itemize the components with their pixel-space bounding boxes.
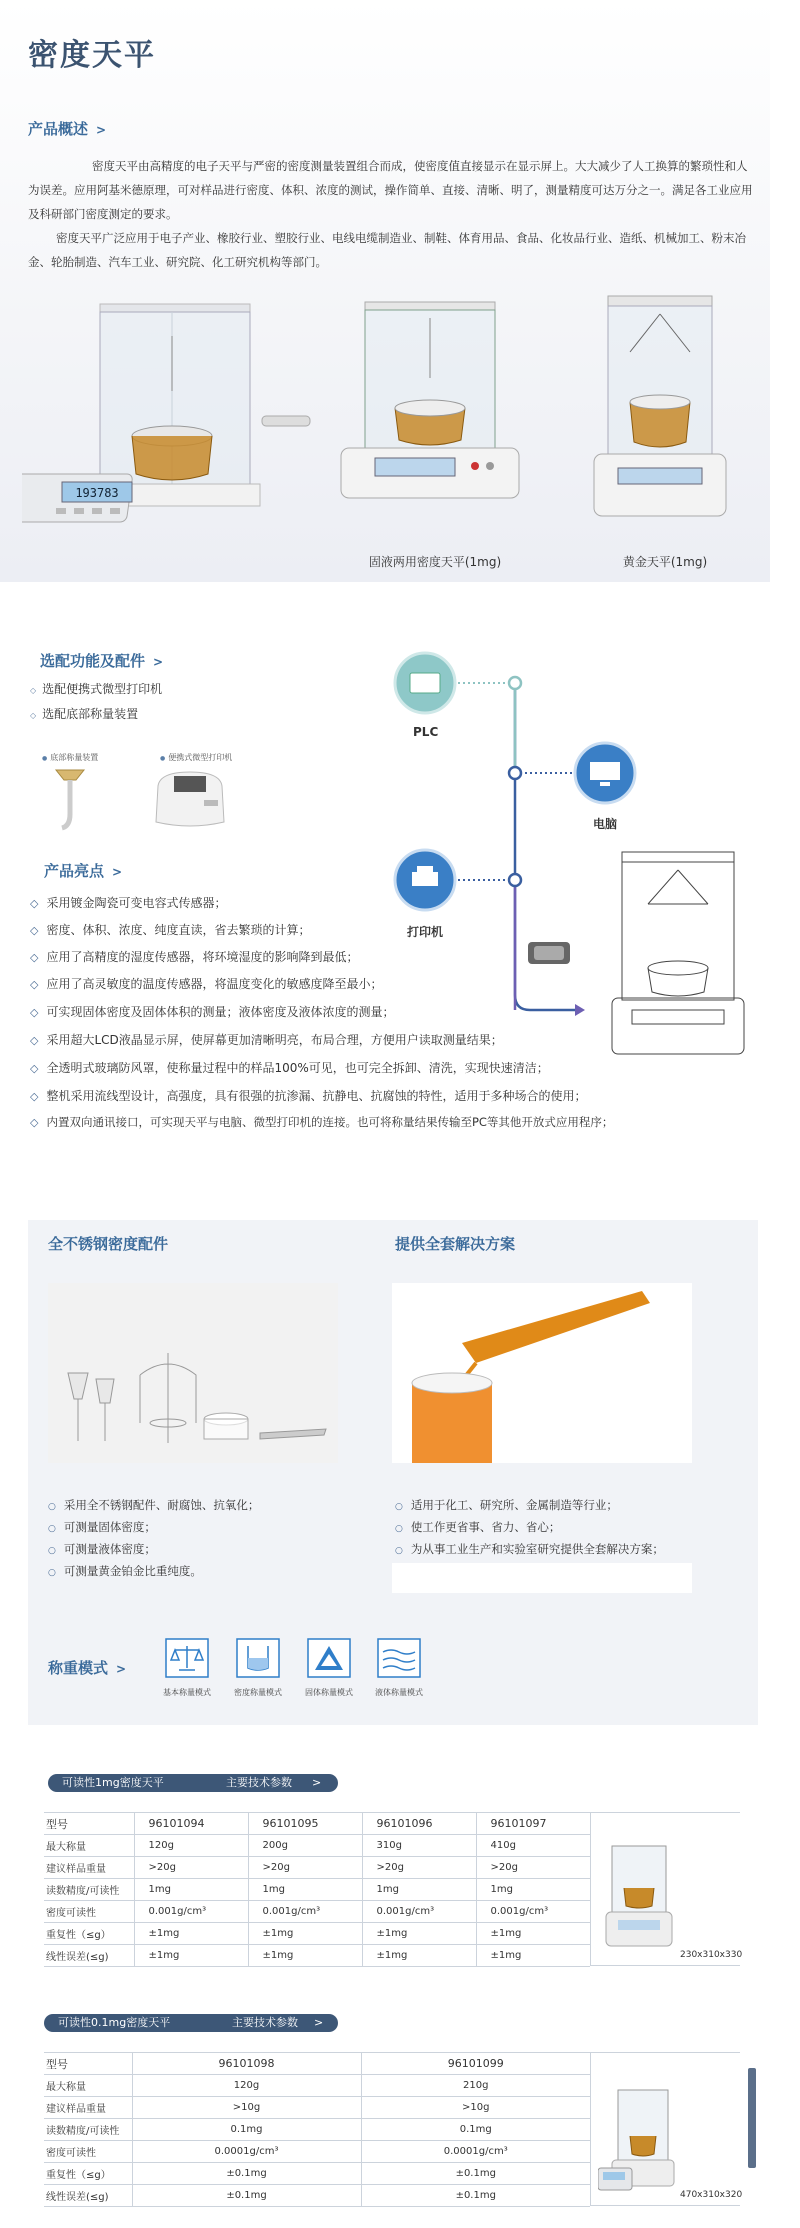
chevron-right-icon: >	[116, 1662, 127, 1676]
solid-liquid-density-balance-image	[335, 298, 520, 523]
chevron-right-icon: >	[312, 1776, 322, 1789]
highlight-item: ◇ 应用了高灵敏度的温度传感器，将温度变化的敏感度降至最小；	[30, 977, 383, 991]
display-reading: 193783	[75, 486, 119, 500]
table-row: 型号 96101098 96101099	[44, 2053, 590, 2075]
diamond-bullet-icon: ◇	[30, 897, 39, 910]
liquid-weighing-mode-icon	[377, 1638, 421, 1678]
table2-balance-image	[598, 2086, 678, 2196]
table-row: 读数精度/可读性 1mg 1mg 1mg 1mg	[44, 1879, 590, 1901]
caption-gold-balance: 黄金天平(1mg)	[622, 555, 708, 569]
chevron-right-icon: >	[112, 865, 123, 879]
table-row: 建议样品重量 >20g >20g >20g >20g	[44, 1857, 590, 1879]
highlight-item: ◇ 内置双向通讯接口，可实现天平与电脑、微型打印机的连接。也可将称量结果传输至PC等其他开放式应用程序；	[30, 1115, 614, 1129]
table2-dimensions: 470x310x320	[680, 2190, 743, 2200]
chevron-right-icon: >	[96, 123, 107, 137]
balance-line-drawing	[608, 848, 748, 1060]
mode-label-density: 密度称量模式	[234, 1688, 282, 1697]
spec-table-0-1mg	[44, 2052, 590, 2207]
table-row: 最大称量 120g 200g 310g 410g	[44, 1835, 590, 1857]
highlight-item: ◇ 采用超大LCD液晶显示屏，使屏幕更加清晰明亮，布局合理，方便用户读取测量结果；	[30, 1033, 503, 1047]
diamond-bullet-icon: ◇	[30, 951, 39, 964]
diamond-bullet-icon: ◇	[30, 924, 39, 937]
table1-pill: 可读性1mg密度天平 主要技术参数 >	[48, 1774, 338, 1792]
pc-label: 电脑	[593, 817, 618, 831]
mode-label-basic: 基本称量模式	[163, 1688, 211, 1697]
table-row: 线性误差(≤g) ±0.1mg ±0.1mg	[44, 2185, 590, 2207]
solution-bullet: ○ 使工作更省事、省力、省心；	[395, 1519, 560, 1535]
table-row: 密度可读性 0.0001g/cm³ 0.0001g/cm³	[44, 2141, 590, 2163]
stainless-bullet: ○ 可测量固体密度；	[48, 1519, 156, 1535]
accessory-caption-bottom: ● 底部称量装置	[42, 752, 98, 763]
highlight-item: ◇ 可实现固体密度及固体体积的测量；液体密度及液体浓度的测量；	[30, 1005, 395, 1019]
solution-bullet: ○ 为从事工业生产和实验室研究提供全套解决方案；	[395, 1541, 664, 1557]
diamond-bullet-icon: ◇	[30, 1006, 39, 1019]
highlights-heading: 产品亮点 >	[44, 862, 123, 880]
highlight-item: ◇ 整机采用流线型设计，高强度，具有很强的抗渗漏、抗静电、抗腐蚀的特性，适用于多种场合的使用；	[30, 1089, 587, 1103]
page-title: 密度天平	[28, 38, 156, 73]
printer-label: 打印机	[407, 925, 444, 939]
mode-label-liquid: 液体称量模式	[375, 1688, 423, 1697]
diamond-bullet-icon: ◇	[30, 978, 39, 991]
density-weighing-mode-icon	[236, 1638, 280, 1678]
stainless-heading: 全不锈钢密度配件	[48, 1235, 169, 1253]
table1-balance-image	[604, 1842, 674, 1952]
overview-paragraph-2: 密度天平广泛应用于电子产业、橡胶行业、塑胶行业、电线电缆制造业、制鞋、体育用品、食品、化妆品行业、造纸、机械加工、粉末冶金、轮胎制造、汽车工业、研究院、化工研究机构等部门。	[28, 231, 746, 269]
stainless-accessories-image	[48, 1283, 338, 1463]
highlight-item: ◇ 密度、体积、浓度、纯度直读，省去繁琐的计算；	[30, 923, 311, 937]
solution-bullet: ○ 适用于化工、研究所、金属制造等行业；	[395, 1497, 618, 1513]
option-item-printer: ◇ 选配便携式微型打印机	[30, 680, 162, 697]
accessory-caption-printer: ● 便携式微型打印机	[160, 752, 232, 763]
table-row: 重复性（≤g） ±1mg ±1mg ±1mg ±1mg	[44, 1923, 590, 1945]
options-heading: 选配功能及配件 >	[40, 652, 164, 670]
edge-marker	[748, 2068, 756, 2168]
plc-label: PLC	[413, 725, 439, 739]
highlight-item: ◇ 采用镀金陶瓷可变电容式传感器；	[30, 896, 227, 910]
solution-pipette-image	[392, 1283, 692, 1463]
spec-table-1mg	[44, 1812, 590, 1967]
mode-label-solid: 固体称量模式	[305, 1688, 353, 1697]
diamond-bullet-icon: ◇	[30, 1090, 39, 1103]
stainless-bullet: ○ 可测量液体密度；	[48, 1541, 156, 1557]
table-row: 读数精度/可读性 0.1mg 0.1mg	[44, 2119, 590, 2141]
density-balance-image	[22, 296, 322, 536]
table-row: 型号 96101094 96101095 96101096 96101097	[44, 1813, 590, 1835]
micro-printer-image	[150, 766, 230, 831]
table1-dimensions: 230x310x330	[680, 1950, 743, 1960]
modes-heading: 称重模式 >	[48, 1659, 127, 1677]
basic-weighing-mode-icon	[165, 1638, 209, 1678]
caption-solid-liquid: 固液两用密度天平(1mg)	[368, 555, 502, 569]
diamond-bullet-icon: ◇	[30, 1062, 39, 1075]
overview-heading: 产品概述 >	[28, 120, 107, 138]
overview-paragraph-1: 密度天平由高精度的电子天平与严密的密度测量装置组合而成，使密度值直接显示在显示屏上。大大减少了人工换算的繁琐性和人为误差。应用阿基米德原理，可对样品进行密度、体积、浓度的测试，操作简单、直接、清晰、明了，测量精度可达万分之一。满足各工业应用及科研部门密度测定的要求。	[28, 159, 753, 221]
option-item-bottom-weighing: ◇ 选配底部称量装置	[30, 705, 138, 722]
diamond-bullet-icon: ◇	[30, 1116, 39, 1129]
solid-weighing-mode-icon	[307, 1638, 351, 1678]
chevron-right-icon: >	[314, 2016, 324, 2029]
table2-pill: 可读性0.1mg密度天平 主要技术参数 >	[44, 2014, 338, 2032]
gold-balance-image	[590, 292, 730, 524]
chevron-right-icon: >	[153, 655, 164, 669]
table-row: 密度可读性 0.001g/cm³ 0.001g/cm³ 0.001g/cm³ 0.001g/cm³	[44, 1901, 590, 1923]
table-row: 重复性（≤g） ±0.1mg ±0.1mg	[44, 2163, 590, 2185]
highlight-item: ◇ 应用了高精度的湿度传感器，将环境湿度的影响降到最低；	[30, 950, 359, 964]
table-row: 建议样品重量 >10g >10g	[44, 2097, 590, 2119]
highlight-item: ◇ 全透明式玻璃防风罩，使称量过程中的样品100%可见，也可完全拆卸、清洗，实现快速清洁；	[30, 1061, 549, 1075]
table-row: 线性误差(≤g) ±1mg ±1mg ±1mg ±1mg	[44, 1945, 590, 1967]
stainless-bullet: ○ 可测量黄金铂金比重纯度。	[48, 1563, 202, 1579]
solution-heading: 提供全套解决方案	[395, 1235, 516, 1253]
table-row: 最大称量 120g 210g	[44, 2075, 590, 2097]
blank-panel	[392, 1563, 692, 1593]
diamond-bullet-icon: ◇	[30, 1034, 39, 1047]
stainless-bullet: ○ 采用全不锈钢配件、耐腐蚀、抗氧化；	[48, 1497, 259, 1513]
bottom-weighing-hook-image	[50, 764, 90, 834]
